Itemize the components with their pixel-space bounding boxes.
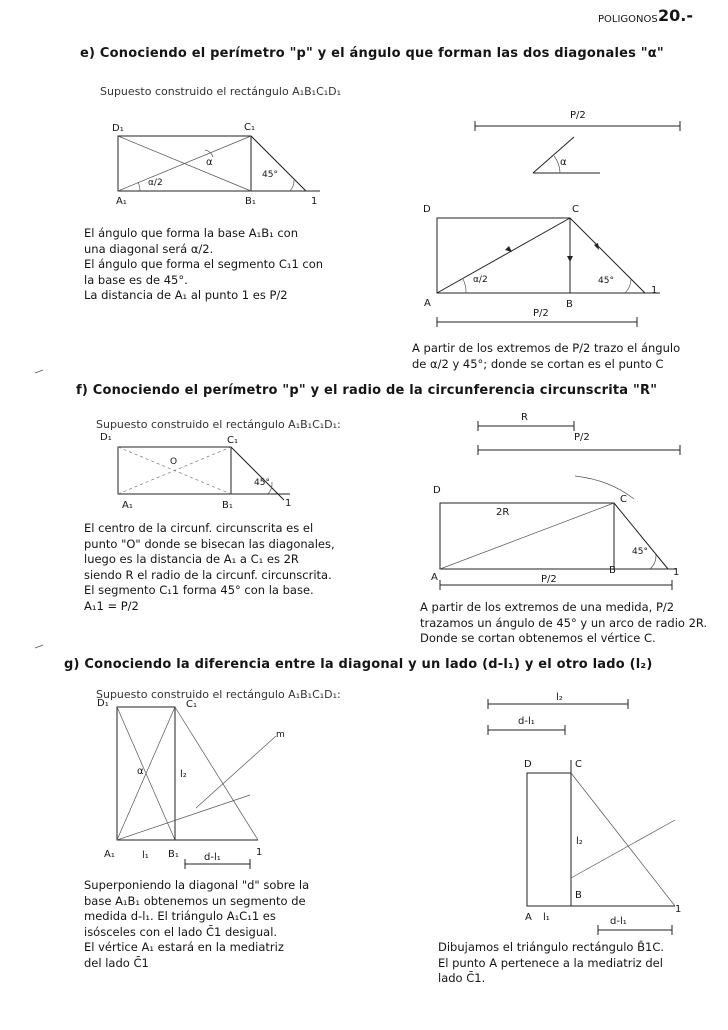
label-2r: 2R bbox=[496, 507, 510, 518]
label-c1: C₁ bbox=[186, 699, 197, 710]
label-45deg: 45° bbox=[262, 170, 278, 180]
label-dl1-base: d-l₁ bbox=[610, 916, 627, 927]
note-line: punto "O" donde se bisecan las diagonales, bbox=[84, 536, 335, 551]
margin-mark bbox=[35, 645, 43, 648]
note-line: una diagonal será α/2. bbox=[84, 241, 214, 256]
label-p2-base: P/2 bbox=[541, 574, 557, 585]
step-line: El punto A pertenece a la mediatriz del bbox=[438, 955, 663, 970]
note-line: El ángulo que forma la base A₁B₁ con bbox=[84, 226, 299, 240]
label-alpha: α bbox=[137, 766, 144, 777]
label-point-1: 1 bbox=[285, 498, 292, 509]
section-g-assumption: Supuesto construido el rectángulo A₁B₁C₁D₁: bbox=[96, 688, 341, 701]
label-a: A bbox=[431, 572, 438, 583]
note-line: base A₁B₁ obtenemos un segmento de bbox=[84, 893, 306, 908]
note-line: luego es la distancia de A₁ a C₁ es 2R bbox=[84, 552, 299, 566]
label-c: C bbox=[620, 494, 627, 505]
note-line: siendo R el radio de la circunf. circunscrita. bbox=[84, 567, 332, 582]
label-b: B bbox=[566, 299, 573, 310]
section-g-steps bbox=[438, 940, 718, 987]
label-c: C bbox=[572, 204, 579, 215]
label-d1: D₁ bbox=[97, 698, 109, 709]
section-f-assumption: Supuesto construido el rectángulo A₁B₁C₁D₁: bbox=[96, 418, 341, 431]
section-e-assumption: Supuesto construido el rectángulo A₁B₁C₁D₁ bbox=[100, 85, 342, 98]
label-b: B bbox=[609, 565, 616, 576]
label-point-1: 1 bbox=[256, 847, 263, 858]
label-d: D bbox=[433, 485, 441, 496]
label-c1: C₁ bbox=[227, 435, 238, 446]
label-d1: D₁ bbox=[112, 123, 124, 134]
note-line: Superponiendo la diagonal "d" sobre la bbox=[84, 878, 310, 892]
label-dl1-segment: d-l₁ bbox=[518, 716, 535, 727]
label-b1: B₁ bbox=[245, 196, 256, 207]
label-b: B bbox=[575, 890, 582, 901]
margin-mark bbox=[35, 370, 43, 373]
note-line: A₁1 = P/2 bbox=[84, 598, 139, 613]
label-l2: l₂ bbox=[180, 769, 187, 780]
section-f-heading: f) Conociendo el perímetro "p" y el radio de la circunferencia circunscrita "R" bbox=[76, 383, 658, 398]
figure-f-left bbox=[118, 447, 290, 500]
label-d: D bbox=[524, 759, 532, 770]
note-line: la base es de 45°. bbox=[84, 272, 188, 287]
label-45deg-right: 45° bbox=[598, 276, 614, 286]
step-line: Donde se cortan obtenemos el vértice C. bbox=[420, 631, 656, 645]
section-g-note bbox=[84, 878, 354, 971]
note-line: isósceles con el lado C̄1 desigual. bbox=[84, 924, 278, 939]
note-line: La distancia de A₁ al punto 1 es P/2 bbox=[84, 288, 288, 302]
label-l2-right: l₂ bbox=[576, 836, 583, 847]
label-dl1: d-l₁ bbox=[204, 852, 221, 863]
label-c1: C₁ bbox=[244, 122, 255, 133]
label-p2-segment: P/2 bbox=[570, 110, 586, 121]
label-p2-base: P/2 bbox=[533, 308, 549, 319]
section-f-steps bbox=[420, 600, 720, 647]
label-l1: l₁ bbox=[142, 850, 149, 861]
label-a: A bbox=[424, 298, 431, 309]
label-alpha-half: α/2 bbox=[148, 178, 163, 188]
note-line: El centro de la circunf. circunscrita es el bbox=[84, 521, 314, 535]
section-e-heading: e) Conociendo el perímetro "p" y el ángulo que forman las dos diagonales "α" bbox=[80, 46, 664, 61]
step-line: trazamos un ángulo de 45° y un arco de radio 2R. bbox=[420, 615, 708, 630]
label-d: D bbox=[423, 204, 431, 215]
label-alpha-half-right: α/2 bbox=[473, 275, 488, 285]
label-d1: D₁ bbox=[100, 432, 112, 443]
note-line: del lado C̄1 bbox=[84, 955, 149, 970]
page-number: 20.- bbox=[658, 6, 693, 25]
note-line: El segmento C₁1 forma 45° con la base. bbox=[84, 583, 314, 597]
label-point-1-right: 1 bbox=[651, 285, 658, 296]
label-l1-right: l₁ bbox=[543, 912, 550, 923]
label-c: C bbox=[575, 759, 582, 770]
section-f-note bbox=[84, 521, 344, 614]
note-line: El ángulo que forma el segmento C₁1 con bbox=[84, 257, 324, 271]
section-g-heading: g) Conociendo la diferencia entre la diagonal y un lado (d-l₁) y el otro lado (l₂) bbox=[64, 657, 653, 672]
label-alpha: α bbox=[206, 157, 213, 168]
label-p2-segment: P/2 bbox=[574, 432, 590, 443]
label-r: R bbox=[521, 412, 528, 423]
label-center-o: O bbox=[170, 457, 178, 467]
label-a1: A₁ bbox=[104, 849, 115, 860]
note-line: medida d-l₁. El triángulo A₁C₁1 es bbox=[84, 909, 276, 923]
step-line: A partir de los extremos de P/2 trazo el ángulo bbox=[412, 341, 681, 355]
label-l2-segment: l₂ bbox=[556, 692, 563, 703]
section-e-note bbox=[84, 226, 354, 304]
label-point-1: 1 bbox=[311, 196, 318, 207]
page-header-title: POLIGONOS bbox=[598, 14, 658, 25]
figure-e-right bbox=[437, 121, 680, 327]
label-45deg-right: 45° bbox=[632, 547, 648, 557]
label-a: A bbox=[525, 912, 532, 923]
step-line: Dibujamos el triángulo rectángulo B̂1C. bbox=[438, 940, 665, 954]
label-point-1-right: 1 bbox=[675, 904, 682, 915]
step-line: de α/2 y 45°; donde se cortan es el punto C bbox=[412, 356, 664, 371]
label-alpha-given: α bbox=[560, 157, 567, 168]
label-a1: A₁ bbox=[122, 500, 133, 511]
label-b1: B₁ bbox=[222, 500, 233, 511]
note-line: El vértice A₁ estará en la mediatriz bbox=[84, 940, 284, 954]
label-45deg: 45° bbox=[254, 478, 270, 488]
step-line: A partir de los extremos de una medida, P/2 bbox=[420, 600, 675, 614]
figure-g-left bbox=[117, 707, 276, 869]
label-point-1-right: 1 bbox=[673, 567, 680, 578]
section-e-steps bbox=[412, 341, 712, 372]
label-b1: B₁ bbox=[168, 849, 179, 860]
label-mediatrix-m: m bbox=[276, 730, 285, 740]
figure-f-right bbox=[440, 421, 680, 590]
label-a1: A₁ bbox=[116, 196, 127, 207]
step-line: lado C̄1. bbox=[438, 971, 486, 985]
